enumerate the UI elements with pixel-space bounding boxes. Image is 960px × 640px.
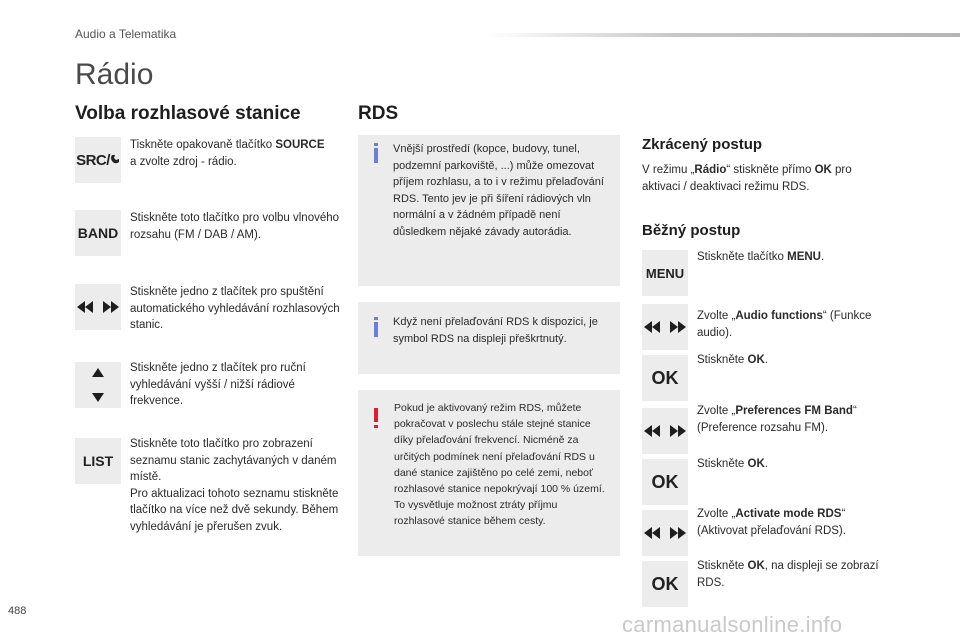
text-part: “ (Preference rozsahu FM). [697,405,857,434]
list-button-icon [75,438,121,484]
text-part: Zvolte „ [697,405,736,417]
ok-button-icon [642,459,688,505]
up-down-arrows-icon [75,362,121,408]
bold-part: MENU [787,251,821,263]
left-item-3-text: Stiskněte jedno z tlačítek pro spuštění automatického vyhledávání rozhlasových stanic. [130,286,340,331]
rds-info-text-2: Když není přelaďování RDS k dispozici, je symbol RDS na displeji přeškrtnutý. [393,316,598,345]
text-part: Stiskněte [697,458,748,470]
page-number: 488 [8,605,27,617]
bold-part: Preferences FM Band [735,405,853,417]
src-icon-label: SRC/ [76,151,110,169]
bold-part: Activate mode RDS [735,508,842,520]
seek-buttons-icon [75,284,121,330]
standard-step-5 [697,456,897,473]
text-part: Stiskněte [697,354,748,366]
band-button-icon [75,210,121,256]
ok-icon-label: OK [651,573,679,594]
left-item-5-text: Stiskněte toto tlačítko pro zobrazení seznamu stanic zachytávaných v daném místě. Pro aktualizaci tohoto seznamu stiskněte tlačítko na více než dvě sekundy. Během vyhledávání je přerušen zvuk. [130,438,339,533]
menu-button-icon [642,250,688,296]
text-part: Zvolte „ [697,508,736,520]
src-phone-icon [75,137,121,183]
standard-step-3 [697,352,897,369]
rds-warning-box [358,390,620,556]
text-part: a zvolte zdroj - rádio. [130,155,237,168]
text-part: “ stiskněte přímo [726,164,815,176]
info-icon [374,143,378,146]
rds-info-text-1: Vnější prostředí (kopce, budovy, tunel, podzemní parkoviště, ...) může omezovat příjem rozhlasu, a to i v režimu přelaďování RDS. Tento jev je při šíření rádiových vln normální a v žádném případě není důsledkem nějaké závady autorádia. [393,143,604,238]
rds-warning-text: Pokud je aktivovaný režim RDS, můžete pokračovat v poslechu stále stejné stanice díky přelaďování frekvencí. Nicméně za určitých podmínek není přelaďování RDS u dané stanice zajištěno po celé zemi, neboť rozhlasové stanice nepokrývají 100 % území. To vysvětluje možnost ztráty příjmu rozhlasové stanice během cesty. [394,402,605,528]
standard-step-2 [697,308,897,341]
standard-heading: Běžný postup [642,222,741,239]
menu-icon-label: MENU [645,265,685,281]
bold-part: OK [747,560,765,572]
seek-buttons-icon [642,408,688,454]
list-icon-label: LIST [82,453,114,469]
ok-button-icon [642,355,688,401]
info-icon [374,317,378,320]
text-part: pro aktivaci / deaktivaci režimu RDS. [642,164,852,193]
ok-icon-label: OK [651,471,679,492]
page-title: Rádio [75,58,154,91]
warning-icon-dot [374,425,378,428]
text-part: “ (Aktivovat přelaďování RDS). [697,508,846,537]
watermark: carmanualsonline.info [622,612,843,637]
standard-step-7 [697,558,902,591]
warning-icon [374,408,378,422]
rds-info-box-1 [358,135,620,286]
section-title: Audio a Telematika [75,27,177,41]
header-rule [488,33,960,37]
seek-buttons-icon [642,304,688,350]
text-part: Tiskněte opakovaně tlačítko [130,139,276,151]
standard-step-6 [697,506,897,539]
text-part: Stiskněte [697,560,748,572]
standard-step-4 [697,403,897,436]
bold-part: Audio functions [735,310,823,322]
text-part: , na displeji se zobrazí RDS. [697,560,879,589]
quick-heading: Zkrácený postup [642,136,763,153]
text-part: . [764,354,768,366]
left-item-4-text: Stiskněte jedno z tlačítek pro ruční vyhledávání vyšší / nižší rádiové frekvence. [130,362,306,407]
text-part: V režimu „ [642,164,695,176]
rds-info-box-2 [358,302,620,374]
bold-part: OK [747,458,765,470]
ok-button-icon [642,561,688,607]
info-icon-stem [374,148,378,163]
text-part: “ (Funkce audio). [697,310,872,339]
left-item-2-text: Stiskněte toto tlačítko pro volbu vlnového rozsahu (FM / DAB / AM). [130,212,340,241]
left-heading: Volba rozhlasové stanice [75,103,301,124]
ok-icon-label: OK [651,367,679,388]
left-item-1-text [130,137,330,170]
bold-part: Rádio [694,164,727,176]
bold-part: OK [814,164,832,176]
text-part: Stiskněte tlačítko [697,251,788,263]
standard-step-1 [697,249,897,266]
bold-part: SOURCE [275,139,325,151]
band-icon-label: BAND [77,225,119,241]
quick-text [642,162,887,195]
bold-part: OK [747,354,765,366]
text-part: . [821,251,825,263]
seek-buttons-icon [642,510,688,556]
rds-heading: RDS [358,103,399,124]
text-part: Zvolte „ [697,310,736,322]
phone-glyph [110,154,120,166]
info-icon-stem [374,322,378,337]
text-part: . [764,458,768,470]
